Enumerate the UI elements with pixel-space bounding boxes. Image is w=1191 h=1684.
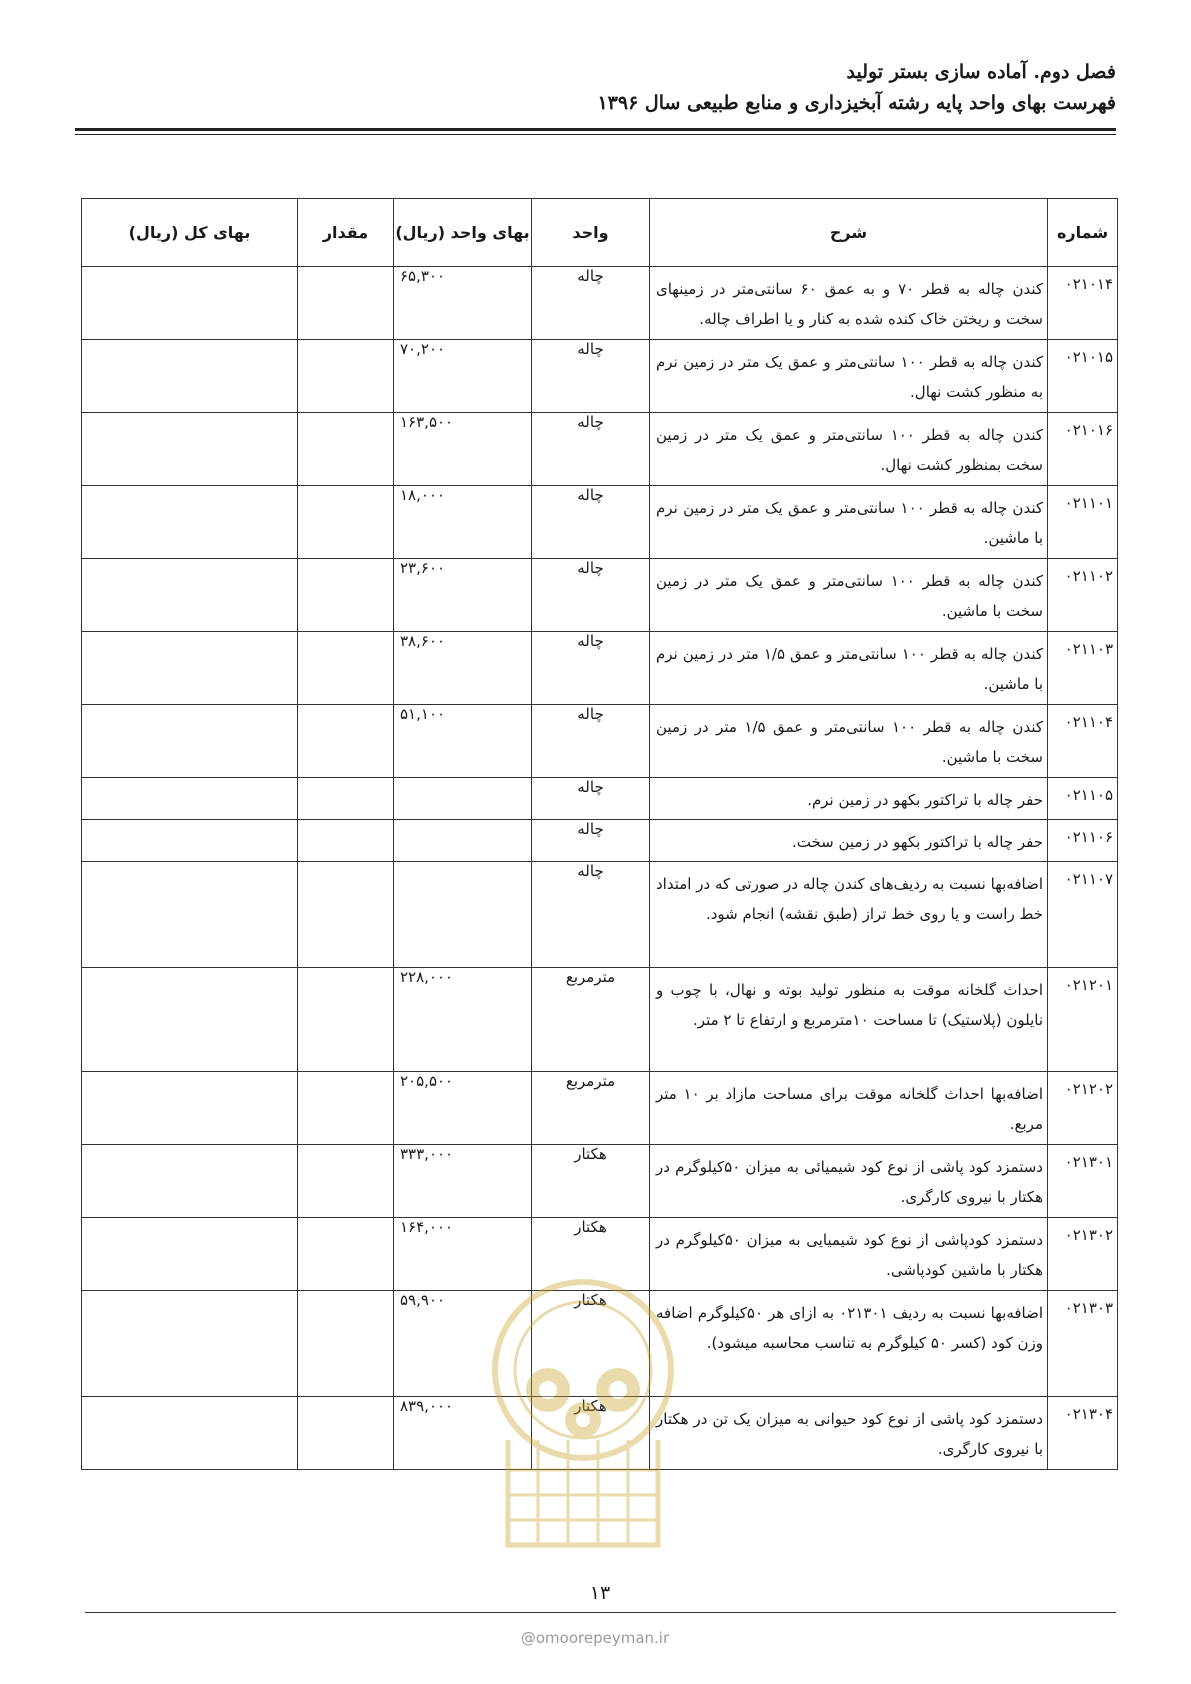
row-code: ۰۲۱۰۱۴: [1048, 267, 1118, 340]
row-description: حفر چاله با تراکتور بکهو در زمین نرم.: [650, 778, 1048, 820]
row-unit-price: ۷۰,۲۰۰: [394, 340, 532, 413]
row-unit: چاله: [532, 862, 650, 968]
row-code: ۰۲۱۲۰۲: [1048, 1072, 1118, 1145]
row-unit-price: [394, 862, 532, 968]
row-total-price: [82, 778, 298, 820]
page-header: [75, 58, 1116, 118]
table-row: [82, 486, 1118, 559]
table-row: [82, 1145, 1118, 1218]
row-total-price: [82, 1397, 298, 1470]
table-row: [82, 1072, 1118, 1145]
row-total-price: [82, 267, 298, 340]
row-quantity: [298, 968, 394, 1072]
row-code: ۰۲۱۰۱۶: [1048, 413, 1118, 486]
row-unit: هکتار: [532, 1145, 650, 1218]
row-code: ۰۲۱۳۰۱: [1048, 1145, 1118, 1218]
table-row: [82, 1397, 1118, 1470]
row-unit-price: ۵۹,۹۰۰: [394, 1291, 532, 1397]
table-row: [82, 267, 1118, 340]
page-number: ۱۳: [589, 1582, 611, 1604]
row-quantity: [298, 862, 394, 968]
row-total-price: [82, 968, 298, 1072]
row-quantity: [298, 1291, 394, 1397]
row-description: کندن چاله به قطر ۱۰۰ سانتی‌متر و عمق یک متر در زمین سخت با ماشین.: [650, 559, 1048, 632]
row-description: کندن چاله به قطر ۱۰۰ سانتی‌متر و عمق ۱/۵ متر در زمین سخت با ماشین.: [650, 705, 1048, 778]
row-description: اضافه‌بها احداث گلخانه موقت برای مساحت مازاد بر ۱۰ متر مربع.: [650, 1072, 1048, 1145]
row-unit: هکتار: [532, 1218, 650, 1291]
row-total-price: [82, 486, 298, 559]
row-code: ۰۲۱۱۰۱: [1048, 486, 1118, 559]
row-unit: چاله: [532, 778, 650, 820]
row-total-price: [82, 1218, 298, 1291]
column-header-unit-price: بهای واحد (ریال): [394, 199, 532, 267]
table-header-row: [82, 199, 1118, 267]
row-total-price: [82, 340, 298, 413]
price-list-title: فهرست بهای واحد پایه رشته آبخیزداری و منابع طبیعی سال ۱۳۹۶: [597, 92, 1116, 114]
row-unit-price: ۸۳۹,۰۰۰: [394, 1397, 532, 1470]
chapter-title: فصل دوم. آماده سازی بستر تولید: [846, 61, 1116, 83]
row-quantity: [298, 1397, 394, 1470]
row-unit: چاله: [532, 559, 650, 632]
row-unit: چاله: [532, 340, 650, 413]
row-unit-price: ۱۶۴,۰۰۰: [394, 1218, 532, 1291]
row-unit-price: [394, 820, 532, 862]
row-unit: مترمربع: [532, 968, 650, 1072]
row-description: حفر چاله با تراکتور بکهو در زمین سخت.: [650, 820, 1048, 862]
row-unit: چاله: [532, 267, 650, 340]
row-unit-price: ۱۸,۰۰۰: [394, 486, 532, 559]
column-header-quantity: مقدار: [298, 199, 394, 267]
row-code: ۰۲۱۰۱۵: [1048, 340, 1118, 413]
table-row: [82, 705, 1118, 778]
row-total-price: [82, 820, 298, 862]
row-total-price: [82, 705, 298, 778]
row-quantity: [298, 632, 394, 705]
table-body: [82, 267, 1118, 1470]
column-header-description: شرح: [650, 199, 1048, 267]
row-description: کندن چاله به قطر ۱۰۰ سانتی‌متر و عمق یک متر در زمین سخت بمنظور کشت نهال.: [650, 413, 1048, 486]
row-code: ۰۲۱۳۰۲: [1048, 1218, 1118, 1291]
row-total-price: [82, 1145, 298, 1218]
row-unit-price: ۵۱,۱۰۰: [394, 705, 532, 778]
table-row: [82, 559, 1118, 632]
watermark-url: @omoorepeyman.ir: [520, 1629, 670, 1647]
row-total-price: [82, 862, 298, 968]
row-unit: چاله: [532, 705, 650, 778]
row-description: اضافه‌بها نسبت به ردیف ۰۲۱۳۰۱ به ازای هر ۵۰کیلوگرم اضافه وزن کود (کسر ۵۰ کیلوگرم به تناسب محاسبه میشود).: [650, 1291, 1048, 1397]
row-code: ۰۲۱۱۰۶: [1048, 820, 1118, 862]
table-row: [82, 413, 1118, 486]
row-unit-price: ۱۶۳,۵۰۰: [394, 413, 532, 486]
table-row: [82, 862, 1118, 968]
row-total-price: [82, 1291, 298, 1397]
row-quantity: [298, 820, 394, 862]
row-code: ۰۲۱۱۰۲: [1048, 559, 1118, 632]
column-header-total-price: بهای کل (ریال): [82, 199, 298, 267]
row-total-price: [82, 632, 298, 705]
row-code: ۰۲۱۱۰۷: [1048, 862, 1118, 968]
row-unit-price: ۲۲۸,۰۰۰: [394, 968, 532, 1072]
row-quantity: [298, 1072, 394, 1145]
row-code: ۰۲۱۱۰۴: [1048, 705, 1118, 778]
header-rule-thick: [75, 128, 1116, 131]
row-unit-price: ۶۵,۳۰۰: [394, 267, 532, 340]
row-description: اضافه‌بها نسبت به ردیف‌های کندن چاله در صورتی که در امتداد خط راست و یا روی خط تراز (طبق نقشه) انجام شود.: [650, 862, 1048, 968]
row-code: ۰۲۱۲۰۱: [1048, 968, 1118, 1072]
row-description: دستمزد کودپاشی از نوع کود شیمیایی به میزان ۵۰کیلوگرم در هکتار با ماشین کودپاشی.: [650, 1218, 1048, 1291]
table-row: [82, 1291, 1118, 1397]
row-quantity: [298, 1145, 394, 1218]
row-unit-price: ۳۳۳,۰۰۰: [394, 1145, 532, 1218]
table-row: [82, 1218, 1118, 1291]
table-row: [82, 340, 1118, 413]
row-unit: چاله: [532, 486, 650, 559]
row-description: دستمزد کود پاشی از نوع کود حیوانی به میزان یک تن در هکتار با نیروی کارگری.: [650, 1397, 1048, 1470]
row-unit: هکتار: [532, 1291, 650, 1397]
row-quantity: [298, 778, 394, 820]
table-row: [82, 778, 1118, 820]
price-table: [81, 198, 1118, 1470]
row-quantity: [298, 559, 394, 632]
table-row: [82, 632, 1118, 705]
row-total-price: [82, 1072, 298, 1145]
row-code: ۰۲۱۱۰۵: [1048, 778, 1118, 820]
row-quantity: [298, 340, 394, 413]
row-total-price: [82, 413, 298, 486]
row-description: کندن چاله به قطر ۱۰۰ سانتی‌متر و عمق ۱/۵ متر در زمین نرم با ماشین.: [650, 632, 1048, 705]
row-unit-price: ۲۳,۶۰۰: [394, 559, 532, 632]
row-quantity: [298, 486, 394, 559]
row-code: ۰۲۱۳۰۳: [1048, 1291, 1118, 1397]
table-row: [82, 968, 1118, 1072]
row-code: ۰۲۱۱۰۳: [1048, 632, 1118, 705]
row-quantity: [298, 267, 394, 340]
row-total-price: [82, 559, 298, 632]
row-unit-price: [394, 778, 532, 820]
row-quantity: [298, 1218, 394, 1291]
table-row: [82, 820, 1118, 862]
row-unit-price: ۳۸,۶۰۰: [394, 632, 532, 705]
row-unit: چاله: [532, 632, 650, 705]
row-description: دستمزد کود پاشی از نوع کود شیمیائی به میزان ۵۰کیلوگرم در هکتار با نیروی کارگری.: [650, 1145, 1048, 1218]
row-description: کندن چاله به قطر ۷۰ و به عمق ۶۰ سانتی‌متر در زمینهای سخت و ریختن خاک کنده شده به کنار و یا اطراف چاله.: [650, 267, 1048, 340]
row-unit: چاله: [532, 820, 650, 862]
row-unit: هکتار: [532, 1397, 650, 1470]
row-description: کندن چاله به قطر ۱۰۰ سانتی‌متر و عمق یک متر در زمین نرم به منظور کشت نهال.: [650, 340, 1048, 413]
row-quantity: [298, 413, 394, 486]
row-unit-price: ۲۰۵,۵۰۰: [394, 1072, 532, 1145]
row-code: ۰۲۱۳۰۴: [1048, 1397, 1118, 1470]
row-unit: چاله: [532, 413, 650, 486]
row-unit: مترمربع: [532, 1072, 650, 1145]
header-rule-thin: [75, 134, 1116, 135]
row-description: احداث گلخانه موقت به منظور تولید بوته و نهال، با چوب و نایلون (پلاستیک) تا مساحت ۱۰مترمربع و ارتفاع تا ۲ متر.: [650, 968, 1048, 1072]
footer-rule: [85, 1612, 1116, 1613]
row-quantity: [298, 705, 394, 778]
column-header-code: شماره: [1048, 199, 1118, 267]
row-description: کندن چاله به قطر ۱۰۰ سانتی‌متر و عمق یک متر در زمین نرم با ماشین.: [650, 486, 1048, 559]
column-header-unit: واحد: [532, 199, 650, 267]
